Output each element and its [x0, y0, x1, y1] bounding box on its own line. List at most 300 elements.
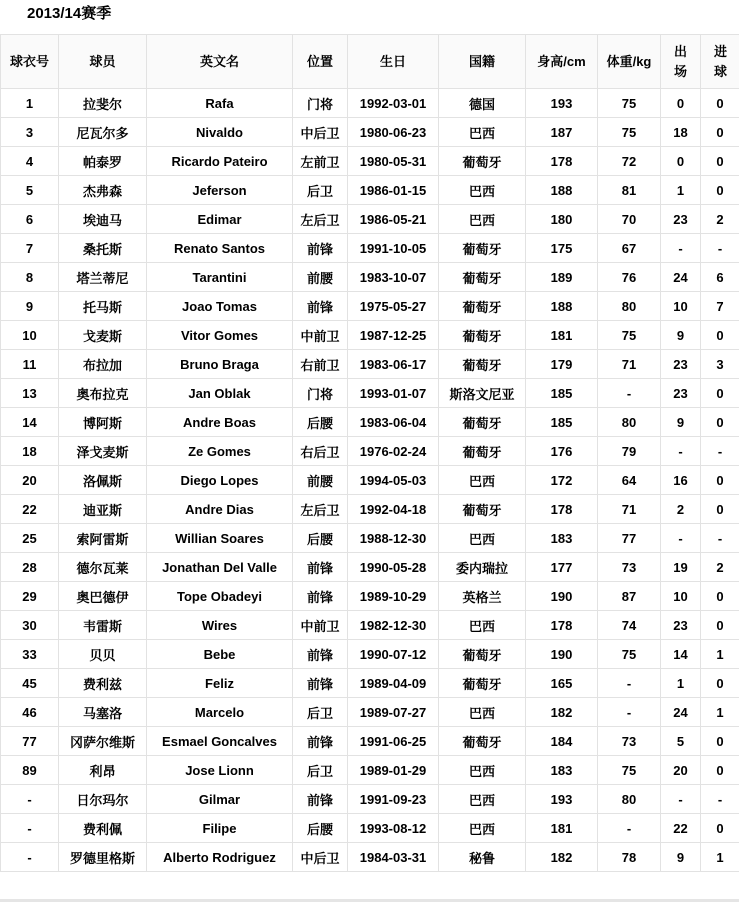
cell-goals: 0 [701, 669, 739, 698]
cell-position: 右后卫 [293, 437, 348, 466]
cell-appearances: 22 [661, 814, 701, 843]
cell-weight: 75 [598, 321, 661, 350]
cell-position: 前锋 [293, 640, 348, 669]
table-row [1, 234, 739, 263]
cell-english-name: Jonathan Del Valle [147, 553, 293, 582]
cell-player-name: 洛佩斯 [59, 466, 147, 495]
cell-player-name: 托马斯 [59, 292, 147, 321]
cell-weight: 81 [598, 176, 661, 205]
cell-english-name: Wires [147, 611, 293, 640]
cell-goals: 2 [701, 205, 739, 234]
cell-height: 187 [526, 118, 598, 147]
cell-player-name: 塔兰蒂尼 [59, 263, 147, 292]
cell-english-name: Edimar [147, 205, 293, 234]
cell-player-name: 冈萨尔维斯 [59, 727, 147, 756]
cell-position: 前腰 [293, 263, 348, 292]
table-row [1, 843, 739, 872]
cell-appearances: 1 [661, 176, 701, 205]
cell-weight: 75 [598, 89, 661, 118]
cell-english-name: Andre Dias [147, 495, 293, 524]
cell-weight: - [598, 698, 661, 727]
cell-birthday: 1975-05-27 [348, 292, 439, 321]
cell-position: 后腰 [293, 408, 348, 437]
cell-birthday: 1989-10-29 [348, 582, 439, 611]
cell-goals: 0 [701, 814, 739, 843]
cell-height: 178 [526, 495, 598, 524]
table-row [1, 553, 739, 582]
cell-nationality: 巴西 [439, 524, 526, 553]
cell-weight: 75 [598, 756, 661, 785]
cell-goals: 1 [701, 843, 739, 872]
cell-appearances: 10 [661, 292, 701, 321]
cell-jersey-number: 3 [1, 118, 59, 147]
squad-table [0, 34, 739, 872]
cell-birthday: 1986-05-21 [348, 205, 439, 234]
table-row [1, 640, 739, 669]
cell-english-name: Rafa [147, 89, 293, 118]
cell-weight: 73 [598, 727, 661, 756]
cell-appearances: 24 [661, 698, 701, 727]
cell-goals: 0 [701, 89, 739, 118]
cell-position: 左后卫 [293, 495, 348, 524]
cell-height: 184 [526, 727, 598, 756]
table-row [1, 205, 739, 234]
cell-player-name: 埃迪马 [59, 205, 147, 234]
cell-goals: 0 [701, 582, 739, 611]
cell-english-name: Tope Obadeyi [147, 582, 293, 611]
cell-position: 左前卫 [293, 147, 348, 176]
cell-goals: - [701, 437, 739, 466]
cell-weight: 70 [598, 205, 661, 234]
cell-nationality: 巴西 [439, 176, 526, 205]
cell-birthday: 1992-04-18 [348, 495, 439, 524]
cell-birthday: 1994-05-03 [348, 466, 439, 495]
cell-position: 门将 [293, 89, 348, 118]
cell-jersey-number: - [1, 785, 59, 814]
cell-height: 185 [526, 408, 598, 437]
cell-player-name: 戈麦斯 [59, 321, 147, 350]
cell-birthday: 1993-08-12 [348, 814, 439, 843]
cell-appearances: 16 [661, 466, 701, 495]
cell-english-name: Feliz [147, 669, 293, 698]
cell-jersey-number: 29 [1, 582, 59, 611]
cell-goals: 6 [701, 263, 739, 292]
cell-jersey-number: 4 [1, 147, 59, 176]
table-row [1, 263, 739, 292]
cell-player-name: 奥巴德伊 [59, 582, 147, 611]
cell-english-name: Ricardo Pateiro [147, 147, 293, 176]
cell-appearances: 24 [661, 263, 701, 292]
cell-player-name: 拉斐尔 [59, 89, 147, 118]
cell-english-name: Jan Oblak [147, 379, 293, 408]
cell-appearances: - [661, 524, 701, 553]
cell-jersey-number: 11 [1, 350, 59, 379]
cell-english-name: Marcelo [147, 698, 293, 727]
cell-position: 后腰 [293, 814, 348, 843]
cell-english-name: Renato Santos [147, 234, 293, 263]
cell-player-name: 马塞洛 [59, 698, 147, 727]
cell-appearances: - [661, 785, 701, 814]
cell-jersey-number: 33 [1, 640, 59, 669]
cell-jersey-number: 7 [1, 234, 59, 263]
column-header-height: 身高/cm [526, 35, 598, 89]
cell-appearances: 1 [661, 669, 701, 698]
cell-height: 181 [526, 321, 598, 350]
cell-english-name: Jeferson [147, 176, 293, 205]
cell-goals: - [701, 234, 739, 263]
cell-birthday: 1986-01-15 [348, 176, 439, 205]
cell-english-name: Nivaldo [147, 118, 293, 147]
cell-weight: 74 [598, 611, 661, 640]
cell-english-name: Joao Tomas [147, 292, 293, 321]
table-row [1, 176, 739, 205]
cell-appearances: 0 [661, 147, 701, 176]
cell-appearances: 2 [661, 495, 701, 524]
cell-position: 左后卫 [293, 205, 348, 234]
cell-goals: 0 [701, 379, 739, 408]
cell-nationality: 委内瑞拉 [439, 553, 526, 582]
cell-nationality: 巴西 [439, 756, 526, 785]
cell-height: 182 [526, 698, 598, 727]
cell-appearances: 23 [661, 205, 701, 234]
cell-birthday: 1983-06-04 [348, 408, 439, 437]
cell-nationality: 斯洛文尼亚 [439, 379, 526, 408]
cell-appearances: 9 [661, 408, 701, 437]
cell-jersey-number: 46 [1, 698, 59, 727]
table-row [1, 582, 739, 611]
cell-height: 178 [526, 611, 598, 640]
cell-player-name: 费利佩 [59, 814, 147, 843]
cell-appearances: 10 [661, 582, 701, 611]
cell-appearances: 9 [661, 321, 701, 350]
cell-height: 181 [526, 814, 598, 843]
cell-height: 190 [526, 582, 598, 611]
table-row [1, 321, 739, 350]
cell-position: 后卫 [293, 698, 348, 727]
cell-height: 193 [526, 785, 598, 814]
cell-jersey-number: 18 [1, 437, 59, 466]
cell-birthday: 1989-01-29 [348, 756, 439, 785]
cell-weight: 75 [598, 640, 661, 669]
cell-nationality: 葡萄牙 [439, 292, 526, 321]
cell-english-name: Alberto Rodriguez [147, 843, 293, 872]
cell-english-name: Diego Lopes [147, 466, 293, 495]
table-row [1, 611, 739, 640]
cell-position: 中后卫 [293, 118, 348, 147]
cell-player-name: 韦雷斯 [59, 611, 147, 640]
cell-weight: 72 [598, 147, 661, 176]
cell-nationality: 葡萄牙 [439, 321, 526, 350]
cell-birthday: 1987-12-25 [348, 321, 439, 350]
cell-birthday: 1990-05-28 [348, 553, 439, 582]
cell-english-name: Jose Lionn [147, 756, 293, 785]
cell-player-name: 杰弗森 [59, 176, 147, 205]
cell-nationality: 德国 [439, 89, 526, 118]
cell-weight: 79 [598, 437, 661, 466]
cell-position: 前锋 [293, 582, 348, 611]
cell-weight: 80 [598, 785, 661, 814]
cell-nationality: 葡萄牙 [439, 727, 526, 756]
cell-nationality: 葡萄牙 [439, 495, 526, 524]
cell-weight: 64 [598, 466, 661, 495]
cell-birthday: 1983-10-07 [348, 263, 439, 292]
cell-appearances: 23 [661, 350, 701, 379]
table-row [1, 408, 739, 437]
cell-weight: 78 [598, 843, 661, 872]
column-header-goals: 进球 [701, 35, 739, 89]
page-title: 2013/14赛季 [27, 5, 112, 22]
cell-position: 后卫 [293, 176, 348, 205]
cell-weight: - [598, 814, 661, 843]
cell-height: 188 [526, 176, 598, 205]
cell-weight: 80 [598, 408, 661, 437]
column-header-jersey-number: 球衣号 [1, 35, 59, 89]
cell-jersey-number: 89 [1, 756, 59, 785]
cell-player-name: 德尔瓦莱 [59, 553, 147, 582]
cell-nationality: 英格兰 [439, 582, 526, 611]
cell-weight: 71 [598, 495, 661, 524]
cell-height: 178 [526, 147, 598, 176]
cell-nationality: 巴西 [439, 814, 526, 843]
cell-height: 165 [526, 669, 598, 698]
cell-player-name: 桑托斯 [59, 234, 147, 263]
cell-goals: 7 [701, 292, 739, 321]
table-row [1, 466, 739, 495]
cell-nationality: 巴西 [439, 118, 526, 147]
column-header-english-name: 英文名 [147, 35, 293, 89]
cell-goals: 3 [701, 350, 739, 379]
cell-position: 右前卫 [293, 350, 348, 379]
cell-appearances: 19 [661, 553, 701, 582]
cell-weight: 67 [598, 234, 661, 263]
cell-weight: 77 [598, 524, 661, 553]
cell-birthday: 1989-07-27 [348, 698, 439, 727]
cell-position: 前锋 [293, 727, 348, 756]
bottom-divider [0, 899, 739, 902]
table-row [1, 89, 739, 118]
cell-height: 175 [526, 234, 598, 263]
table-row [1, 379, 739, 408]
cell-height: 190 [526, 640, 598, 669]
cell-goals: 1 [701, 640, 739, 669]
cell-appearances: 14 [661, 640, 701, 669]
cell-appearances: 9 [661, 843, 701, 872]
cell-position: 门将 [293, 379, 348, 408]
table-row [1, 437, 739, 466]
cell-birthday: 1988-12-30 [348, 524, 439, 553]
cell-height: 177 [526, 553, 598, 582]
cell-nationality: 葡萄牙 [439, 350, 526, 379]
cell-birthday: 1976-02-24 [348, 437, 439, 466]
cell-position: 中前卫 [293, 321, 348, 350]
cell-player-name: 日尔玛尔 [59, 785, 147, 814]
cell-height: 193 [526, 89, 598, 118]
cell-player-name: 奥布拉克 [59, 379, 147, 408]
cell-goals: 0 [701, 321, 739, 350]
cell-weight: - [598, 379, 661, 408]
cell-player-name: 索阿雷斯 [59, 524, 147, 553]
cell-birthday: 1989-04-09 [348, 669, 439, 698]
cell-goals: 0 [701, 727, 739, 756]
cell-appearances: 5 [661, 727, 701, 756]
cell-appearances: 0 [661, 89, 701, 118]
cell-appearances: 20 [661, 756, 701, 785]
cell-weight: 87 [598, 582, 661, 611]
cell-english-name: Vitor Gomes [147, 321, 293, 350]
cell-position: 前锋 [293, 785, 348, 814]
cell-player-name: 贝贝 [59, 640, 147, 669]
cell-birthday: 1991-10-05 [348, 234, 439, 263]
cell-position: 后腰 [293, 524, 348, 553]
column-header-position: 位置 [293, 35, 348, 89]
cell-birthday: 1982-12-30 [348, 611, 439, 640]
cell-english-name: Gilmar [147, 785, 293, 814]
cell-player-name: 罗德里格斯 [59, 843, 147, 872]
table-row [1, 785, 739, 814]
cell-player-name: 博阿斯 [59, 408, 147, 437]
cell-appearances: 23 [661, 611, 701, 640]
cell-weight: 71 [598, 350, 661, 379]
cell-height: 182 [526, 843, 598, 872]
cell-jersey-number: 14 [1, 408, 59, 437]
cell-english-name: Ze Gomes [147, 437, 293, 466]
column-header-birthday: 生日 [348, 35, 439, 89]
cell-height: 180 [526, 205, 598, 234]
cell-jersey-number: 13 [1, 379, 59, 408]
cell-nationality: 巴西 [439, 698, 526, 727]
cell-jersey-number: - [1, 814, 59, 843]
cell-jersey-number: 28 [1, 553, 59, 582]
cell-player-name: 费利兹 [59, 669, 147, 698]
cell-position: 后卫 [293, 756, 348, 785]
cell-birthday: 1990-07-12 [348, 640, 439, 669]
cell-nationality: 巴西 [439, 466, 526, 495]
cell-jersey-number: 5 [1, 176, 59, 205]
cell-height: 185 [526, 379, 598, 408]
cell-jersey-number: 25 [1, 524, 59, 553]
table-row [1, 756, 739, 785]
table-row [1, 814, 739, 843]
cell-birthday: 1992-03-01 [348, 89, 439, 118]
table-row [1, 524, 739, 553]
cell-goals: 0 [701, 176, 739, 205]
column-header-weight: 体重/kg [598, 35, 661, 89]
cell-english-name: Willian Soares [147, 524, 293, 553]
cell-birthday: 1993-01-07 [348, 379, 439, 408]
cell-appearances: 18 [661, 118, 701, 147]
cell-height: 183 [526, 756, 598, 785]
table-row [1, 350, 739, 379]
cell-jersey-number: 30 [1, 611, 59, 640]
cell-birthday: 1980-05-31 [348, 147, 439, 176]
cell-goals: 0 [701, 495, 739, 524]
cell-jersey-number: - [1, 843, 59, 872]
cell-birthday: 1984-03-31 [348, 843, 439, 872]
table-row [1, 669, 739, 698]
cell-height: 179 [526, 350, 598, 379]
cell-weight: - [598, 669, 661, 698]
table-row [1, 292, 739, 321]
column-header-appearances: 出场 [661, 35, 701, 89]
cell-height: 172 [526, 466, 598, 495]
cell-jersey-number: 22 [1, 495, 59, 524]
cell-goals: - [701, 785, 739, 814]
cell-position: 前锋 [293, 292, 348, 321]
table-row [1, 698, 739, 727]
cell-player-name: 布拉加 [59, 350, 147, 379]
cell-player-name: 泽戈麦斯 [59, 437, 147, 466]
table-row [1, 147, 739, 176]
cell-player-name: 帕泰罗 [59, 147, 147, 176]
cell-position: 中前卫 [293, 611, 348, 640]
cell-nationality: 葡萄牙 [439, 669, 526, 698]
cell-position: 前锋 [293, 669, 348, 698]
cell-nationality: 葡萄牙 [439, 437, 526, 466]
header-row [1, 35, 739, 89]
cell-nationality: 葡萄牙 [439, 263, 526, 292]
cell-jersey-number: 1 [1, 89, 59, 118]
cell-jersey-number: 9 [1, 292, 59, 321]
cell-nationality: 巴西 [439, 785, 526, 814]
cell-english-name: Filipe [147, 814, 293, 843]
cell-jersey-number: 77 [1, 727, 59, 756]
cell-goals: 0 [701, 408, 739, 437]
cell-jersey-number: 6 [1, 205, 59, 234]
cell-goals: 0 [701, 147, 739, 176]
cell-nationality: 秘鲁 [439, 843, 526, 872]
cell-nationality: 巴西 [439, 611, 526, 640]
cell-english-name: Tarantini [147, 263, 293, 292]
cell-appearances: - [661, 234, 701, 263]
cell-jersey-number: 8 [1, 263, 59, 292]
table-row [1, 727, 739, 756]
cell-birthday: 1980-06-23 [348, 118, 439, 147]
table-row [1, 495, 739, 524]
cell-goals: 0 [701, 118, 739, 147]
cell-nationality: 巴西 [439, 205, 526, 234]
cell-nationality: 葡萄牙 [439, 234, 526, 263]
cell-english-name: Bebe [147, 640, 293, 669]
cell-position: 前腰 [293, 466, 348, 495]
cell-nationality: 葡萄牙 [439, 640, 526, 669]
cell-weight: 75 [598, 118, 661, 147]
cell-jersey-number: 45 [1, 669, 59, 698]
cell-weight: 80 [598, 292, 661, 321]
cell-player-name: 迪亚斯 [59, 495, 147, 524]
cell-appearances: 23 [661, 379, 701, 408]
cell-english-name: Andre Boas [147, 408, 293, 437]
cell-goals: 0 [701, 611, 739, 640]
cell-jersey-number: 10 [1, 321, 59, 350]
cell-goals: 2 [701, 553, 739, 582]
cell-english-name: Esmael Goncalves [147, 727, 293, 756]
cell-height: 188 [526, 292, 598, 321]
cell-position: 前锋 [293, 234, 348, 263]
cell-english-name: Bruno Braga [147, 350, 293, 379]
cell-nationality: 葡萄牙 [439, 147, 526, 176]
cell-height: 183 [526, 524, 598, 553]
cell-player-name: 利昂 [59, 756, 147, 785]
cell-nationality: 葡萄牙 [439, 408, 526, 437]
cell-position: 中后卫 [293, 843, 348, 872]
table-row [1, 118, 739, 147]
cell-height: 189 [526, 263, 598, 292]
cell-birthday: 1991-09-23 [348, 785, 439, 814]
cell-height: 176 [526, 437, 598, 466]
cell-goals: - [701, 524, 739, 553]
cell-goals: 1 [701, 698, 739, 727]
cell-weight: 73 [598, 553, 661, 582]
